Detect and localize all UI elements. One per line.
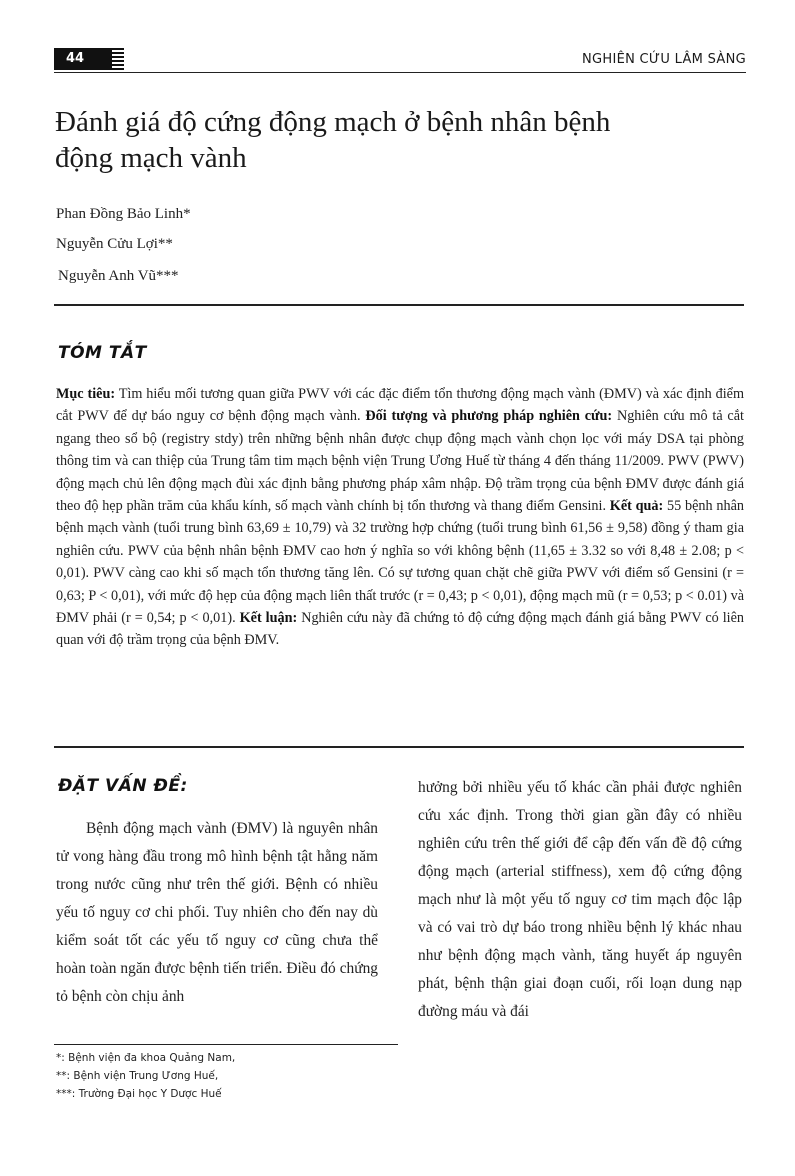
author-1: Phan Đồng Bảo Linh* (56, 206, 191, 222)
footnote-3: ***: Trường Đại học Y Dược Huế (56, 1088, 222, 1100)
running-header (54, 48, 746, 70)
ket-qua-text: 55 bệnh nhân bệnh mạch vành (tuổi trung bình 63,69 ± 10,79) và 32 trường hợp chứng (tuổi trung bình 61,56 ± 9,58) đồng ý tham gia nghiên cứu. PWV của bệnh nhân bệnh ĐMV cao hơn ý nghĩa so với không bệnh (11,65 ± 3.32 so với 8,48 ± 2.08; p < 0,01). PWV càng cao khi số mạch tổn thương tăng lên. Có sự tương quan chặt chẽ giữa PWV với điểm số Gensini (r = 0,63; P < 0,01), với mức độ hẹp của động mạch liên thất trước (r = 0,43; p < 0,01), động mạch mũ (r = 0,53; p < 0.01) và ĐMV phải (r = 0,54; p < 0,01). (56, 498, 744, 627)
abstract-divider (54, 746, 744, 748)
body-column-left: Bệnh động mạch vành (ĐMV) là nguyên nhân tử vong hàng đầu trong mô hình bệnh tật hằng năm trong nước cũng như trên thế giới. Bệnh có nhiều yếu tố nguy cơ chi phối. Tuy nhiên cho đến nay dù kiểm soát tốt các yếu tố nguy cơ cũng chưa thể hoàn toàn ngăn được bệnh tiến triển. Điều đó chứng tỏ bệnh còn chịu ảnh (56, 820, 378, 1005)
title-line-1: Đánh giá độ cứng động mạch ở bệnh nhân bệnh (55, 106, 611, 138)
doi-tuong-label: Đối tượng và phương pháp nghiên cứu: (365, 408, 613, 425)
ket-qua-label: Kết quả: (609, 498, 664, 515)
footnote-2: **: Bệnh viện Trung Ương Huế, (56, 1070, 219, 1082)
introduction-heading: ĐẶT VẤN ĐỀ: (58, 776, 188, 796)
muc-tieu-text: Tìm hiểu mối tương quan giữa PWV với các đặc điểm tổn thương động mạch vành (ĐMV) và xác định điểm cắt PWV để dự báo nguy cơ bệnh động mạch vành. (56, 386, 744, 425)
authors-divider (54, 304, 744, 306)
body-column-right: hưởng bởi nhiều yếu tố khác cần phải được nghiên cứu xác định. Trong thời gian gần đây có nhiều nghiên cứu trên thế giới để cập đến vấn đề độ cứng động mạch (arterial stiffness), xem độ cứng động mạch như là một yếu tố nguy cơ tim mạch độc lập và có vai trò dự báo trong nhiều bệnh lý khác nhau như bệnh động mạch vành, tăng huyết áp nguyên phát, bệnh thận giai đoạn cuối, rối loạn dung nạp đường máu và đái (418, 779, 742, 1020)
footnote-1: *: Bệnh viện đa khoa Quảng Nam, (56, 1052, 236, 1064)
abstract-text (56, 383, 744, 652)
page-number-ornament (112, 48, 124, 70)
header-rule (54, 72, 746, 73)
section-label: NGHIÊN CỨU LÂM SÀNG (581, 52, 746, 67)
ket-luan-label: Kết luận: (239, 610, 298, 627)
ket-luan-text: Nghiên cứu này đã chứng tỏ độ cứng động mạch đánh giá bằng PWV có liên quan với độ trầm trọng của bệnh ĐMV. (56, 610, 744, 649)
muc-tieu-label: Mục tiêu: (56, 386, 116, 402)
title-line-2: động mạch vành (55, 142, 247, 174)
abstract-heading: TÓM TẮT (58, 343, 147, 363)
doi-tuong-text: Nghiên cứu mô tả cắt ngang theo sổ bộ (registry stdy) trên những bệnh nhân được chụp động mạch vành chọn lọc với máy DSA tại phòng thông tim và can thiệp của Trung tâm tim mạch bệnh viện Trung Ương Huế từ tháng 4 đến tháng 11/2009. PWV (PWV) động mạch chủ lên động mạch đùi xác định bằng phương pháp xâm nhập. Độ trầm trọng của bệnh ĐMV được đánh giá theo độ hẹp phần trăm của khẩu kính, số mạch vành chính bị tổn thương và thang điểm Gensini. (56, 408, 744, 515)
page-number: 44 (54, 48, 116, 70)
author-3: Nguyễn Anh Vũ*** (58, 268, 179, 284)
article-title (55, 104, 755, 176)
author-2: Nguyễn Cửu Lợi** (56, 236, 173, 252)
footnote-rule (54, 1044, 398, 1045)
